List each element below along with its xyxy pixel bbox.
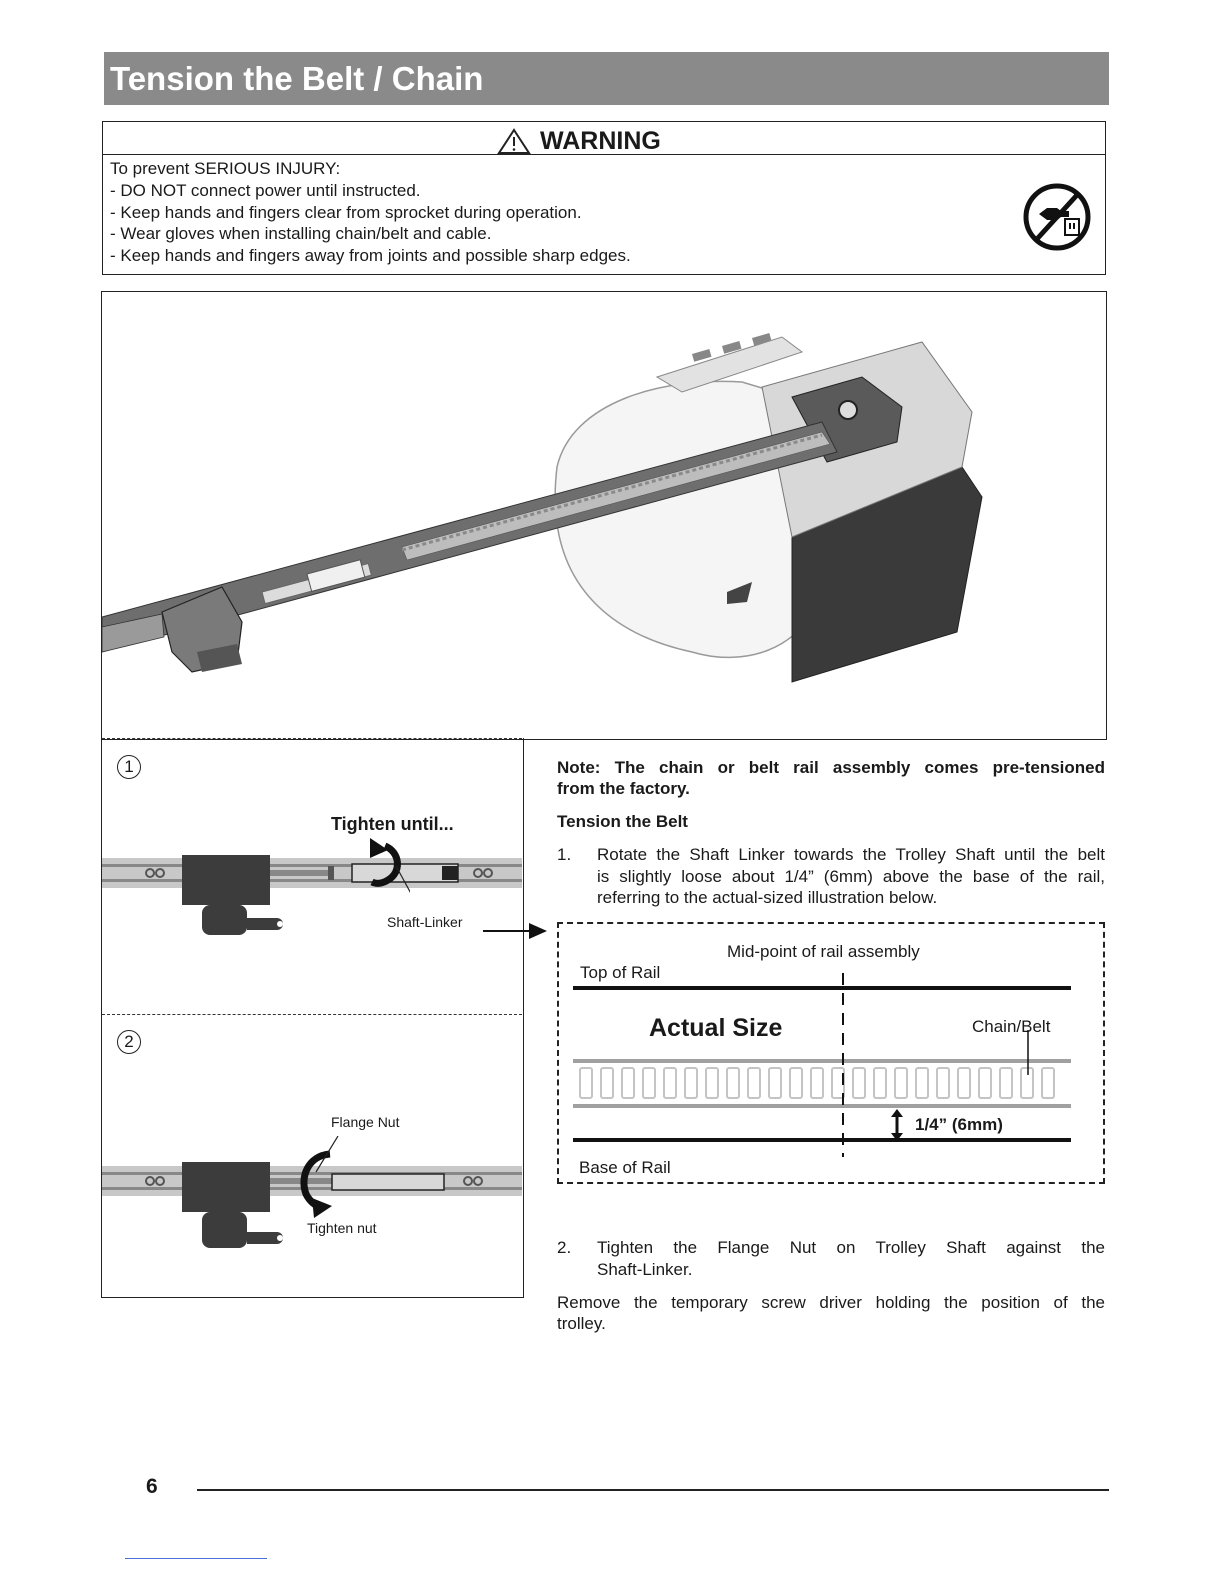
- page-title: Tension the Belt / Chain: [110, 60, 484, 97]
- step1-caption: Tighten until...: [331, 814, 454, 834]
- warning-heading: [490, 126, 730, 154]
- warning-line: To prevent SERIOUS INJURY:: [110, 159, 341, 178]
- shaft-linker-label: Shaft-Linker: [387, 914, 463, 930]
- pointer-arrow-icon: [483, 920, 549, 942]
- list-item-text: referring to the actual-sized illustration below.: [597, 888, 938, 907]
- warning-line: - DO NOT connect power until instructed.: [110, 181, 421, 200]
- tighten-nut-label: Tighten nut: [307, 1220, 377, 1236]
- dashed-divider: [102, 738, 522, 739]
- no-power-icon: [1021, 181, 1093, 253]
- step-number-badge: 2: [117, 1030, 141, 1054]
- step-number-badge: 1: [117, 755, 141, 779]
- page-number: 6: [146, 1475, 158, 1498]
- list-item-text: Shaft-Linker.: [597, 1260, 693, 1279]
- final-note-line: Remove the temporary screw driver holding the position of the: [557, 1293, 1105, 1312]
- opener-rail-illustration: [102, 292, 1104, 737]
- footer-rule: [197, 1489, 1109, 1491]
- list-item-text: Rotate the Shaft Linker towards the Trolley Shaft until the belt: [597, 845, 1105, 864]
- step2-flange-nut-diagram: [102, 1136, 522, 1254]
- base-of-rail-label: Base of Rail: [579, 1158, 671, 1177]
- rotate-arrow-icon: [350, 838, 410, 912]
- chain-belt-label: Chain/Belt: [972, 1017, 1051, 1036]
- list-item-number: 1.: [557, 845, 572, 864]
- footer-link-underline: [125, 1558, 267, 1559]
- warning-line: - Keep hands and fingers clear from sprocket during operation.: [110, 203, 582, 222]
- note-line: Note: The chain or belt rail assembly comes pre-tensioned: [557, 758, 1105, 777]
- list-item-text: Tighten the Flange Nut on Trolley Shaft against the: [597, 1238, 1105, 1257]
- warning-triangle-icon: [496, 127, 532, 155]
- warning-title: WARNING: [540, 127, 661, 155]
- warning-line: - Wear gloves when installing chain/belt and cable.: [110, 224, 492, 243]
- dashed-divider: [102, 1014, 522, 1015]
- top-of-rail-label: Top of Rail: [580, 963, 661, 982]
- actual-size-title: Actual Size: [649, 1014, 783, 1042]
- list-item-number: 2.: [557, 1238, 572, 1257]
- note-line: from the factory.: [557, 779, 690, 798]
- warning-line: - Keep hands and fingers away from joints and possible sharp edges.: [110, 246, 631, 265]
- midpoint-label: Mid-point of rail assembly: [727, 942, 920, 961]
- list-item-text: is slightly loose about 1/4” (6mm) above the base of the rail,: [597, 867, 1105, 886]
- flange-nut-label: Flange Nut: [331, 1114, 400, 1130]
- gap-measure-label: 1/4” (6mm): [915, 1115, 1003, 1134]
- tension-subheading: Tension the Belt: [557, 812, 688, 831]
- actual-size-rail-diagram: [570, 965, 1075, 1160]
- final-note-line: trolley.: [557, 1314, 606, 1333]
